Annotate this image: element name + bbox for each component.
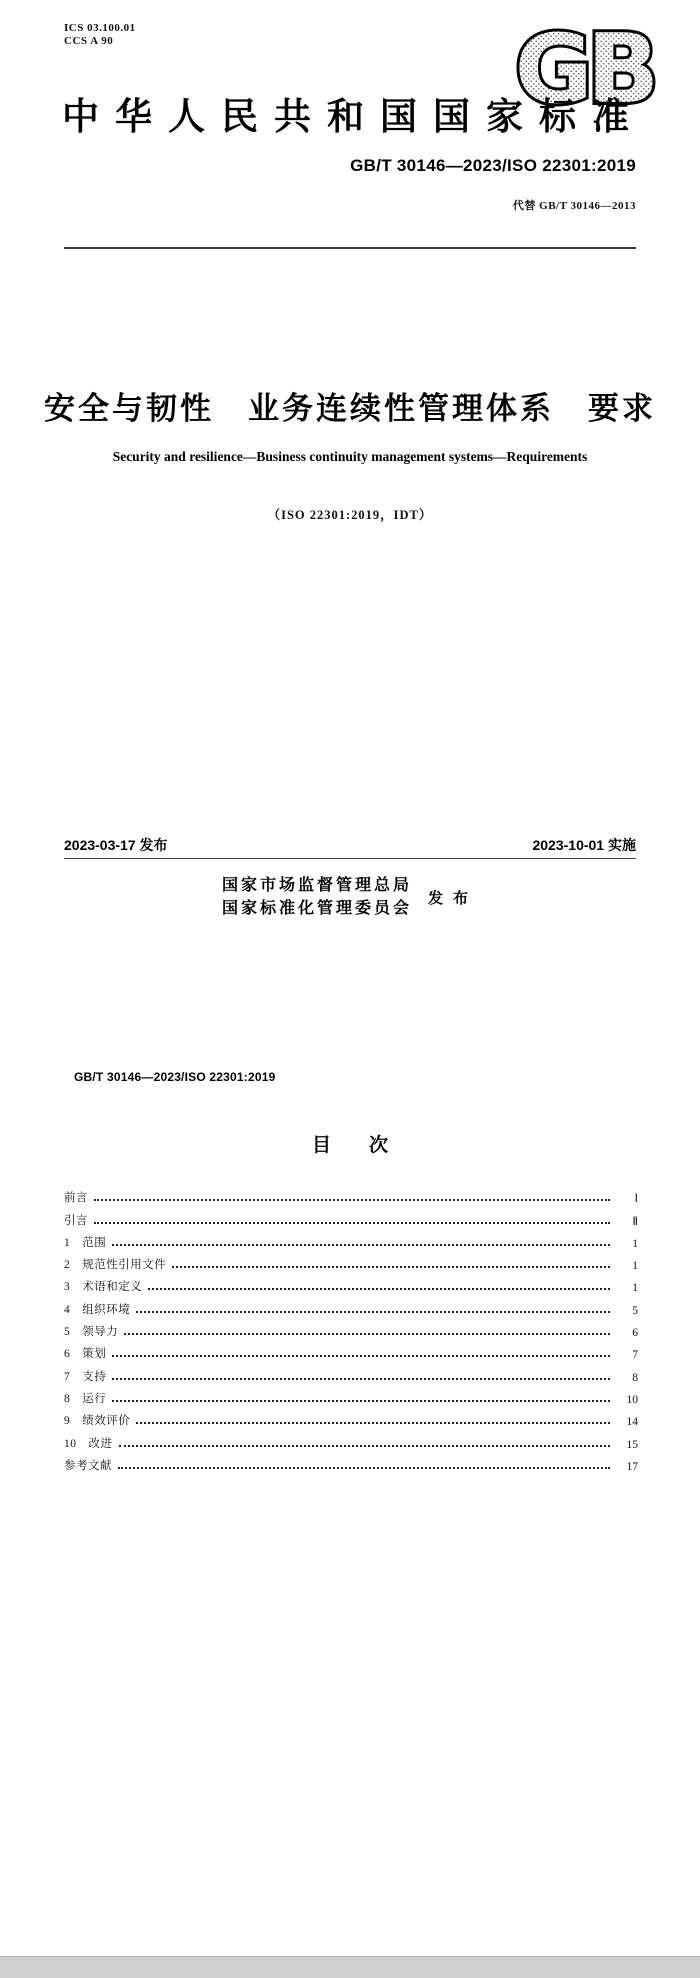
toc-entry-page: 7 [632,1349,638,1362]
toc-entry [64,1275,638,1297]
toc-entry-label: 1 范围 [64,1236,107,1249]
issuer-line-2: 国家标准化管理委员会 [221,900,412,917]
toc-entry [64,1454,638,1476]
toc-dot-leader [148,1288,610,1290]
toc-entry-page: 10 [626,1393,638,1406]
toc-entry-page: 1 [632,1282,638,1295]
iso-equivalence-note: （ISO 22301:2019，IDT） [267,508,433,522]
toc-entry-page: 5 [632,1304,638,1317]
page-edge-strip [0,1956,700,1978]
ccs-code: CCS A 90 [64,35,114,47]
toc-entry-label: 10 改进 [64,1437,113,1450]
toc-entry-label: 2 规范性引用文件 [64,1259,167,1272]
toc-dot-leader [119,1445,611,1447]
toc-entry [64,1387,638,1409]
toc-entry [64,1297,638,1319]
issuer-names [222,874,412,920]
toc-dot-leader [94,1199,610,1201]
toc-entry-page: 6 [632,1327,638,1340]
toc-entry [64,1231,638,1253]
toc-dot-leader [124,1333,610,1335]
header-rule [64,247,636,249]
toc-entry [64,1409,638,1431]
toc-entry-label: 参考文献 [64,1459,112,1472]
toc-entry-label: 8 运行 [64,1392,107,1405]
dates-row [64,835,636,855]
toc-title: 目 次 [311,1135,388,1156]
toc-page-header: GB/T 30146—2023/ISO 22301:2019 [74,1070,276,1084]
toc-entry-label: 7 支持 [64,1370,107,1383]
toc-dot-leader [94,1222,610,1224]
toc-entry [64,1364,638,1386]
toc-entry-page: 15 [626,1438,638,1451]
toc-entry-label: 3 术语和定义 [64,1281,143,1294]
document-title-en: Security and resilience—Business continuity management systems—Requirements [112,449,588,464]
national-standard-heading: 中华人民共和国国家标准 [62,97,645,138]
toc-entry-page: 1 [632,1260,638,1273]
toc-entry [64,1431,638,1453]
toc-entry [64,1342,638,1364]
toc-entry [64,1320,638,1342]
toc-list [64,1186,638,1476]
toc-entry-label: 6 策划 [64,1348,107,1361]
toc-dot-leader [136,1311,610,1313]
classification-codes [64,22,136,48]
toc-entry [64,1253,638,1275]
toc-entry [64,1208,638,1230]
publish-label: 发布 [428,890,479,907]
toc-dot-leader [112,1355,610,1357]
toc-dot-leader [118,1467,610,1469]
document-title-cn: 安全与韧性 业务连续性管理体系 要求 [44,391,656,426]
issuer-line-1: 国家市场监督管理总局 [221,877,412,894]
toc-entry-label: 5 领导力 [64,1326,119,1339]
toc-entry-page: 1 [632,1237,638,1250]
toc-entry-page: 17 [626,1460,638,1473]
footer-rule [64,858,636,859]
toc-entry-page: 8 [632,1371,638,1384]
replaces-note: 代替 GB/T 30146—2013 [512,200,636,212]
toc-entry [64,1186,638,1208]
toc-dot-leader [136,1422,610,1424]
toc-dot-leader [112,1400,610,1402]
toc-entry-label: 前言 [64,1192,88,1205]
toc-entry-page: Ⅱ [632,1215,638,1228]
toc-dot-leader [112,1378,610,1380]
implement-date: 2023-10-01 实施 [532,837,636,853]
issue-date: 2023-03-17 发布 [64,837,168,853]
ics-code: ICS 03.100.01 [64,22,136,34]
issuer-group [0,874,700,920]
toc-entry-label: 9 绩效评价 [64,1415,131,1428]
toc-entry-page: Ⅰ [634,1193,638,1206]
gb-logo-text: GB [514,20,654,116]
toc-entry-label: 4 组织环境 [64,1303,131,1316]
toc-entry-page: 14 [626,1416,638,1429]
standard-number: GB/T 30146—2023/ISO 22301:2019 [350,156,636,175]
toc-entry-label: 引言 [64,1214,88,1227]
toc-dot-leader [112,1244,610,1246]
toc-dot-leader [172,1266,610,1268]
